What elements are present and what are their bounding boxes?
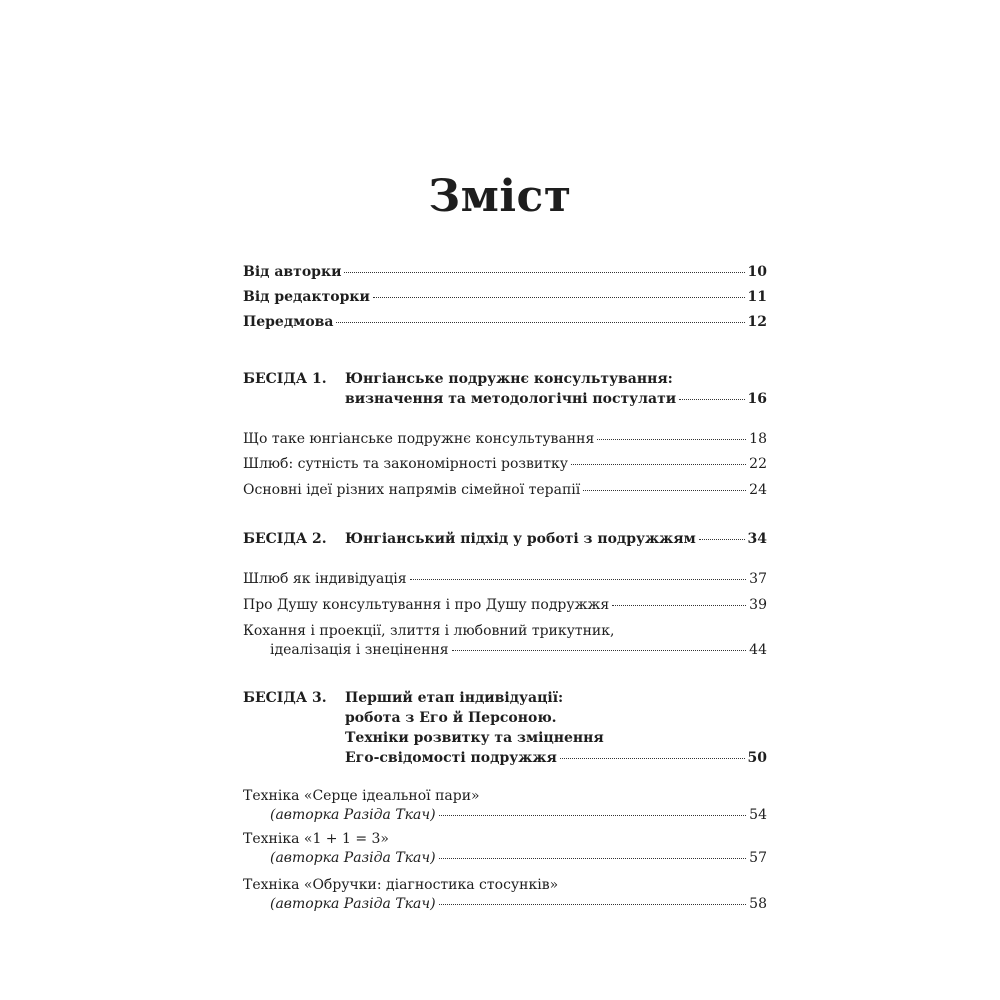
toc-page-number: 16: [747, 391, 767, 407]
page-title: Зміст: [428, 171, 572, 222]
talk-3-title-line-2[interactable]: робота з Его й Персоною.: [345, 710, 557, 726]
toc-entry-label: Шлюб як індивідуація: [243, 571, 407, 587]
toc-page-number: 44: [749, 642, 767, 658]
toc-entry-label: ідеалізація і знецінення: [270, 642, 449, 658]
dot-leader: [336, 322, 744, 323]
toc-entry-front-3[interactable]: [243, 313, 767, 331]
talk-3-title-line-4[interactable]: [345, 749, 767, 767]
toc-entry-talk3-3-line-1[interactable]: Техніка «Обручки: діагностика стосунків»: [243, 877, 559, 893]
talk-1-title-line-2[interactable]: [345, 390, 767, 408]
toc-entry-talk3-1-line-1[interactable]: Техніка «Серце ідеальної пари»: [243, 788, 480, 804]
talk-1-title-line-1[interactable]: Юнгіанське подружнє консультування:: [345, 371, 673, 387]
dot-leader: [571, 464, 746, 465]
toc-entry-talk1-2[interactable]: [243, 455, 767, 473]
toc-entry-label: Шлюб: сутність та закономірності розвитку: [243, 456, 568, 472]
toc-entry-talk1-1[interactable]: [243, 430, 767, 448]
talk-2-title[interactable]: [345, 530, 767, 548]
toc-entry-author: (авторка Разіда Ткач): [270, 850, 436, 866]
dot-leader: [439, 904, 747, 905]
toc-entry-front-2[interactable]: [243, 288, 767, 306]
toc-page-number: 58: [749, 896, 767, 912]
toc-entry-talk2-3-line-1[interactable]: Кохання і проекції, злиття і любовний трикутник,: [243, 623, 615, 639]
toc-entry-talk3-1-line-2[interactable]: [270, 806, 767, 824]
toc-entry-label: Основні ідеї різних напрямів сімейної терапії: [243, 482, 581, 498]
dot-leader: [439, 858, 747, 859]
toc-page-number: 50: [747, 750, 767, 766]
toc-entry-label: Юнгіанський підхід у роботі з подружжям: [345, 531, 696, 547]
dot-leader: [373, 297, 745, 298]
toc-entry-talk3-2-line-1[interactable]: Техніка «1 + 1 = 3»: [243, 831, 389, 847]
dot-leader: [560, 758, 745, 759]
talk-3-title-line-1[interactable]: Перший етап індивідуації:: [345, 690, 564, 706]
toc-entry-label: визначення та методологічні постулати: [345, 391, 677, 407]
toc-entry-author: (авторка Разіда Ткач): [270, 896, 436, 912]
toc-entry-label: Про Душу консультування і про Душу подружжя: [243, 597, 610, 613]
toc-page-number: 12: [747, 314, 767, 330]
dot-leader: [452, 650, 747, 651]
dot-leader: [583, 490, 746, 491]
talk-2-label: БЕСІДА 2.: [243, 531, 327, 547]
toc-entry-talk2-2[interactable]: [243, 596, 767, 614]
toc-entry-label: Его-свідомості подружжя: [345, 750, 557, 766]
toc-entry-talk3-3-line-2[interactable]: [270, 895, 767, 913]
toc-page-number: 37: [749, 571, 767, 587]
toc-page-number: 54: [749, 807, 767, 823]
toc-page-number: 57: [749, 850, 767, 866]
talk-1-label: БЕСІДА 1.: [243, 371, 327, 387]
dot-leader: [597, 439, 746, 440]
toc-entry-front-1[interactable]: [243, 263, 767, 281]
dot-leader: [612, 605, 746, 606]
dot-leader: [699, 539, 745, 540]
toc-entry-talk3-2-line-2[interactable]: [270, 849, 767, 867]
toc-page-number: 24: [749, 482, 767, 498]
toc-entry-label: Передмова: [243, 314, 334, 330]
toc-entry-label: Що таке юнгіанське подружнє консультування: [243, 431, 595, 447]
toc-page-number: 34: [747, 531, 767, 547]
toc-page-number: 11: [747, 289, 767, 305]
toc-entry-talk2-1[interactable]: [243, 570, 767, 588]
toc-page-number: 22: [749, 456, 767, 472]
dot-leader: [679, 399, 744, 400]
toc-page-number: 18: [749, 431, 767, 447]
toc-entry-label: Від редакторки: [243, 289, 370, 305]
toc-page-number: 39: [749, 597, 767, 613]
toc-page-number: 10: [747, 264, 767, 280]
toc-entry-talk1-3[interactable]: [243, 481, 767, 499]
talk-3-title-line-3[interactable]: Техніки розвитку та зміцнення: [345, 730, 604, 746]
toc-entry-talk2-3-line-2[interactable]: [270, 641, 767, 659]
dot-leader: [439, 815, 747, 816]
toc-entry-label: Від авторки: [243, 264, 342, 280]
toc-entry-author: (авторка Разіда Ткач): [270, 807, 436, 823]
talk-3-label: БЕСІДА 3.: [243, 690, 327, 706]
dot-leader: [410, 579, 747, 580]
dot-leader: [344, 272, 744, 273]
